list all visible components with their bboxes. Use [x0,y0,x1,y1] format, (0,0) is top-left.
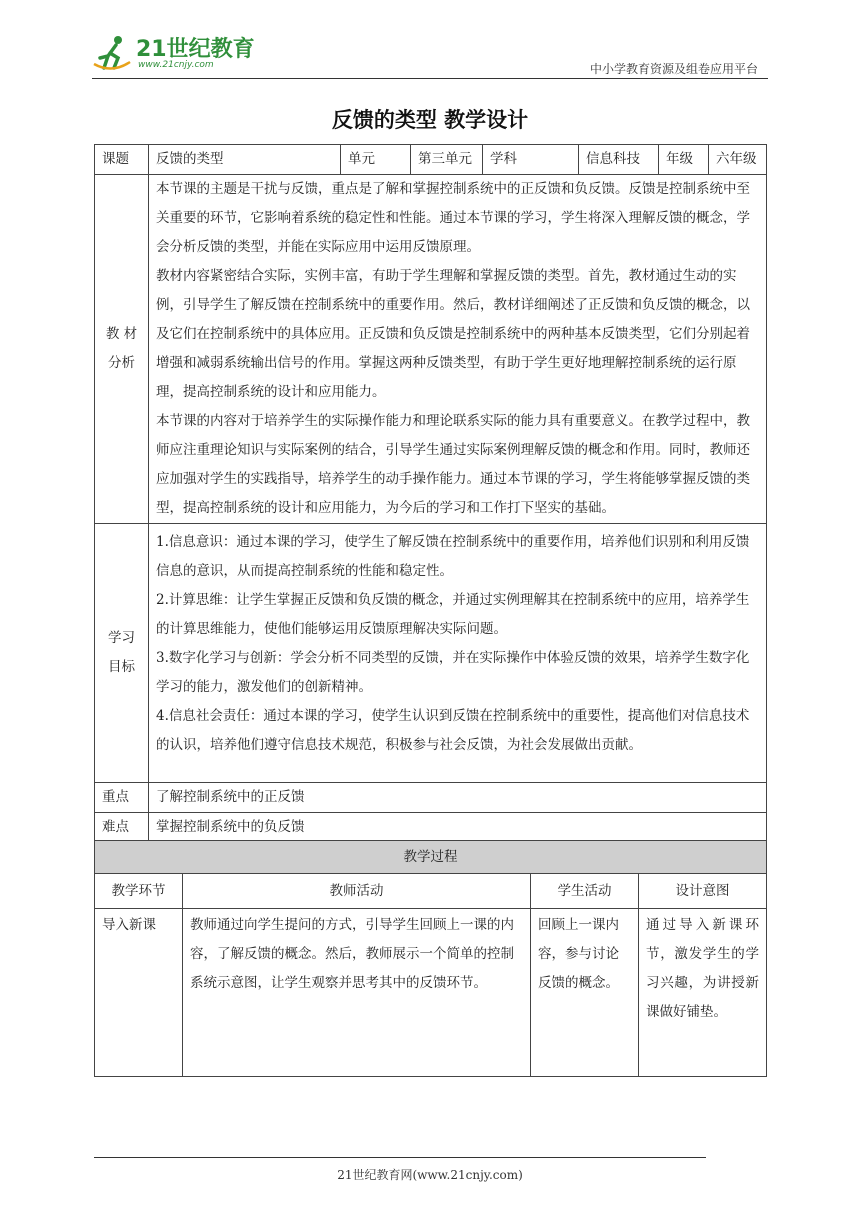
difficulty-row [95,813,767,843]
document-title: 反馈的类型 教学设计 [331,108,529,132]
process-title: 教学过程 [95,841,767,874]
header-divider [92,78,768,79]
unit-value: 第三单元 [411,145,483,175]
difficulty-label: 难点 [95,813,149,843]
process-row [95,909,767,1077]
goal-item: 1.信息意识：通过本课的学习，使学生了解反馈在控制系统中的重要作用，培养他们识别和利用反馈信息的意识，从而提高控制系统的性能和稳定性。 [156,534,750,579]
subject-label: 学科 [483,145,579,175]
lesson-info-table [94,144,767,843]
key-point-row [95,783,767,813]
grade-label: 年级 [659,145,709,175]
analysis-label-line-1: 教 材 [105,326,138,342]
header-stage: 教学环节 [95,874,183,909]
difficulty-value: 掌握控制系统中的负反馈 [149,813,767,843]
analysis-row [95,175,767,524]
grade-value: 六年级 [709,145,767,175]
analysis-label [95,175,149,524]
process-header-row [95,874,767,909]
info-row [95,145,767,175]
topic-label: 课题 [95,145,149,175]
goals-label-line-2: 目标 [108,659,135,675]
page-header [92,30,768,80]
header-intent: 设计意图 [639,874,767,909]
teacher-activity-cell: 教师通过向学生提问的方式，引导学生回顾上一课的内容，了解反馈的概念。然后，教师展示一个简单的控制系统示意图，让学生观察并思考其中的反馈环节。 [183,909,531,1077]
footer-text: 21世纪教育网(www.21cnjy.com) [337,1168,523,1182]
goal-item: 3.数字化学习与创新：学会分析不同类型的反馈，并在实际操作中体验反馈的效果，培养学生数字化学习的能力，激发他们的创新精神。 [156,650,750,695]
design-intent-cell: 通过导入新课环节，激发学生的学习兴趣，为讲授新课做好铺垫。 [639,909,767,1077]
topic-value: 反馈的类型 [149,145,341,175]
goals-label-line-1: 学习 [108,630,135,646]
teaching-process-table [94,840,767,1077]
stage-cell: 导入新课 [95,909,183,1077]
goals-row [95,524,767,783]
analysis-paragraph: 本节课的主题是干扰与反馈，重点是了解和掌握控制系统中的正反馈和负反馈。反馈是控制系统中至关重要的环节，它影响着系统的稳定性和性能。通过本节课的学习，学生将深入理解反馈的概念，学会分析反馈的类型，并能在实际应用中运用反馈原理。 [156,181,750,255]
student-activity-cell: 回顾上一课内容，参与讨论反馈的概念。 [531,909,639,1077]
logo [92,30,262,78]
key-point-label: 重点 [95,783,149,813]
goals-content [149,524,767,783]
goal-item: 4.信息社会责任：通过本课的学习，使学生认识到反馈在控制系统中的重要性，提高他们对信息技术的认识，培养他们遵守信息技术规范，积极参与社会反馈，为社会发展做出贡献。 [156,708,750,753]
analysis-paragraph: 教材内容紧密结合实际，实例丰富，有助于学生理解和掌握反馈的类型。首先，教材通过生动的实例，引导学生了解反馈在控制系统中的重要作用。然后，教材详细阐述了正反馈和负反馈的概念，以及它们在控制系统中的具体应用。正反馈和负反馈是控制系统中的两种基本反馈类型，它们分别起着增强和减弱系统输出信号的作用。掌握这两种反馈类型，有助于学生更好地理解控制系统的运行原理，提高控制系统的设计和应用能力。 [156,268,750,400]
platform-name: 中小学教育资源及组卷应用平台 [589,62,758,76]
header-teacher: 教师活动 [183,874,531,909]
goal-item: 2.计算思维：让学生掌握正反馈和负反馈的概念，并通过实例理解其在控制系统中的应用，培养学生的计算思维能力，使他们能够运用反馈原理解决实际问题。 [156,592,750,637]
analysis-paragraph: 本节课的内容对于培养学生的实际操作能力和理论联系实际的能力具有重要意义。在教学过程中，教师应注重理论知识与实际案例的结合，引导学生通过实际案例理解反馈的概念和作用。同时，教师还应加强对学生的实践指导，培养学生的动手操作能力。通过本节课的学习，学生将能够掌握反馈的类型，提高控制系统的设计和应用能力，为今后的学习和工作打下坚实的基础。 [156,413,750,516]
runner-logo-icon [92,34,132,74]
logo-url: www.21cnjy.com [138,60,214,70]
unit-label: 单元 [341,145,411,175]
process-title-row [95,841,767,874]
goals-label [95,524,149,783]
analysis-label-line-2: 分析 [108,355,135,371]
analysis-content [149,175,767,524]
logo-text: 21世纪教育 [136,37,255,62]
subject-value: 信息科技 [579,145,659,175]
key-point-value: 了解控制系统中的正反馈 [149,783,767,813]
header-student: 学生活动 [531,874,639,909]
footer-divider [94,1157,706,1158]
